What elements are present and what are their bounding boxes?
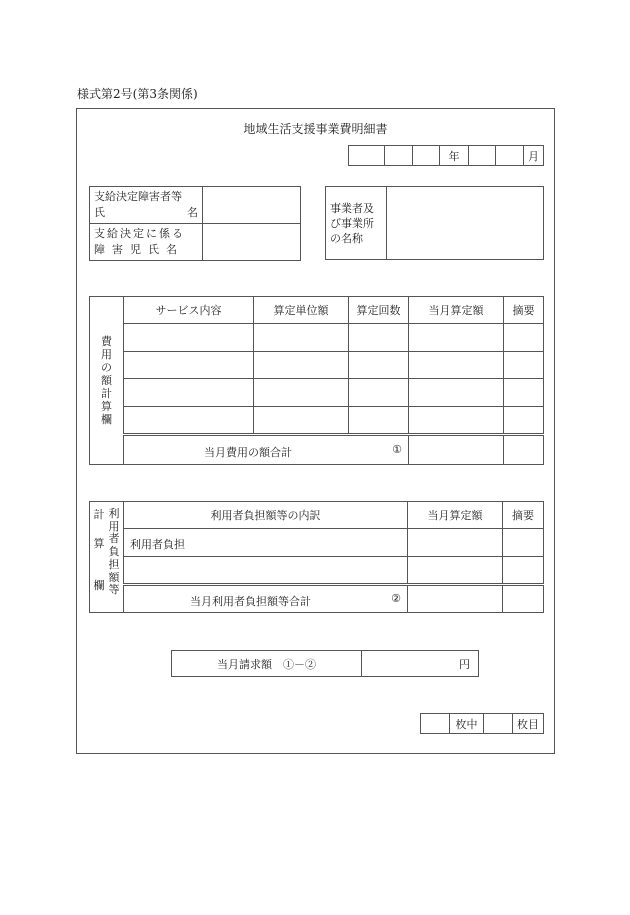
recipient-name-field[interactable] <box>203 187 301 224</box>
service-cell[interactable] <box>124 352 254 379</box>
page-current-field[interactable] <box>484 714 513 734</box>
unit-cell[interactable] <box>254 407 349 435</box>
cost-char-6: 算 <box>101 400 112 413</box>
month-label: 月 <box>524 146 544 166</box>
page-middle-label: 枚中 <box>450 714 484 734</box>
burden-col1-char-3: 算 <box>93 536 105 550</box>
cost-total-label: 当月費用の額合計 <box>204 446 292 459</box>
count-cell[interactable] <box>349 379 409 407</box>
amount-cell[interactable] <box>409 324 504 352</box>
year-cell-3[interactable] <box>413 146 440 166</box>
recipient-label-cell <box>90 187 203 224</box>
service-cell[interactable] <box>124 379 254 407</box>
header-count: 算定回数 <box>349 297 409 324</box>
year-label: 年 <box>440 146 469 166</box>
burden-total-amount[interactable] <box>408 585 503 613</box>
cost-char-5: 計 <box>101 387 112 400</box>
service-cell[interactable] <box>124 407 254 435</box>
year-cell-2[interactable] <box>385 146 413 166</box>
cost-total-mark: ① <box>392 443 402 456</box>
recipient-table <box>89 186 301 261</box>
amount-cell[interactable] <box>409 352 504 379</box>
burden-total-label-cell <box>124 585 408 613</box>
count-cell[interactable] <box>349 352 409 379</box>
note-cell[interactable] <box>504 379 544 407</box>
burden-col2-char-3: 者 <box>108 532 120 546</box>
form-title: 地域生活支援事業費明細書 <box>243 122 388 136</box>
amount-cell[interactable] <box>409 379 504 407</box>
provider-label-line3: の名称 <box>330 231 363 245</box>
burden-section-label <box>90 502 124 613</box>
month-cell-1[interactable] <box>469 146 496 166</box>
burden-row-blank-note[interactable] <box>503 557 544 585</box>
month-cell-2[interactable] <box>496 146 524 166</box>
unit-cell[interactable] <box>254 352 349 379</box>
cost-section-label <box>90 297 124 465</box>
burden-col1-char-1: 計 <box>93 508 105 521</box>
provider-label <box>326 187 387 260</box>
unit-cell[interactable] <box>254 324 349 352</box>
service-cell[interactable] <box>124 324 254 352</box>
provider-label-line1: 事業者及 <box>330 201 374 215</box>
cost-char-1: 費 <box>101 335 112 348</box>
provider-label-line2: び事業所 <box>330 216 374 230</box>
burden-total-mark: ② <box>391 592 401 605</box>
header-unit: 算定単位額 <box>254 297 349 324</box>
burden-row-blank-amount[interactable] <box>408 557 503 585</box>
child-label-line1: 支給決定に係る <box>94 227 185 240</box>
burden-row-user-note[interactable] <box>503 529 544 557</box>
burden-header: 利用者負担額等の内訳 <box>124 502 408 529</box>
child-label-line2: 障害児氏名 <box>94 243 184 256</box>
cost-char-3: の <box>101 361 112 374</box>
form-label: 様式第2号(第3条関係) <box>77 87 198 101</box>
burden-total-label: 当月利用者負担額等合計 <box>190 595 311 608</box>
header-amount: 当月算定額 <box>409 297 504 324</box>
cost-char-4: 額 <box>101 374 112 387</box>
provider-table <box>325 186 544 260</box>
page-end-label: 枚目 <box>513 714 544 734</box>
cost-total-amount[interactable] <box>409 435 504 465</box>
burden-header-amount: 当月算定額 <box>408 502 503 529</box>
burden-row-user: 利用者負担 <box>124 529 408 557</box>
date-table <box>348 145 544 166</box>
recipient-label-mei: 名 <box>187 206 198 219</box>
burden-col2-char-2: 用 <box>108 519 120 533</box>
burden-total-note[interactable] <box>503 585 544 613</box>
billing-unit: 円 <box>459 657 470 671</box>
recipient-label-shi: 氏 <box>94 206 105 219</box>
cost-total-note[interactable] <box>504 435 544 465</box>
burden-col1-char-5: 欄 <box>93 579 105 592</box>
billing-amount-field[interactable] <box>362 651 479 677</box>
burden-header-note: 摘要 <box>503 502 544 529</box>
burden-col2-char-4: 負 <box>108 545 120 559</box>
burden-row-user-amount[interactable] <box>408 529 503 557</box>
unit-cell[interactable] <box>254 379 349 407</box>
cost-table <box>89 296 544 465</box>
count-cell[interactable] <box>349 324 409 352</box>
burden-col2-char-1: 利 <box>108 507 120 520</box>
note-cell[interactable] <box>504 352 544 379</box>
child-name-field[interactable] <box>203 224 301 261</box>
page-total-field[interactable] <box>421 714 450 734</box>
header-note: 摘要 <box>504 297 544 324</box>
provider-name-field[interactable] <box>387 187 544 260</box>
recipient-label-line1: 支給決定障害者等 <box>94 190 182 203</box>
cost-char-7: 欄 <box>101 413 112 426</box>
header-service: サービス内容 <box>124 297 254 324</box>
burden-col2-char-5: 担 <box>108 557 120 571</box>
cost-char-2: 用 <box>101 348 112 361</box>
burden-row-blank[interactable] <box>124 557 408 585</box>
page-count-table <box>420 713 544 734</box>
cost-total-label-cell <box>124 435 409 465</box>
billing-table <box>171 650 479 677</box>
note-cell[interactable] <box>504 324 544 352</box>
count-cell[interactable] <box>349 407 409 435</box>
note-cell[interactable] <box>504 407 544 435</box>
burden-col2-char-7: 等 <box>108 583 120 597</box>
burden-col2-char-6: 額 <box>108 570 120 584</box>
year-cell-1[interactable] <box>349 146 385 166</box>
burden-table <box>89 501 544 613</box>
billing-label: 当月請求額 ①－② <box>172 651 362 677</box>
child-label-cell <box>90 224 203 261</box>
amount-cell[interactable] <box>409 407 504 435</box>
